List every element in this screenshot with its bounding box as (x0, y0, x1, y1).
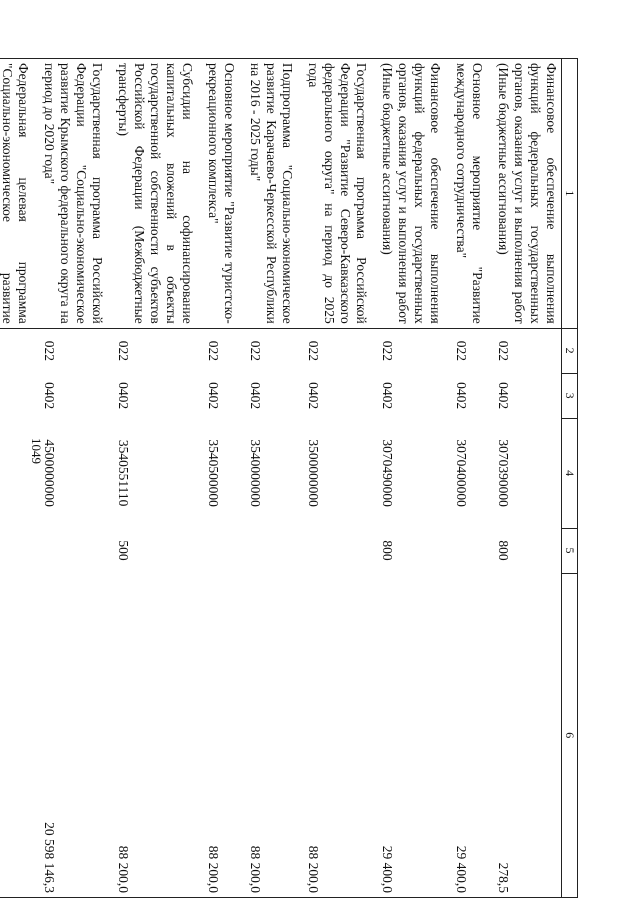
expense-type (33, 528, 107, 573)
table-row (297, 59, 371, 898)
section-code: 0402 (380, 382, 395, 410)
col2-code: 022 (248, 340, 263, 362)
table-row (371, 59, 445, 898)
table-row (239, 59, 297, 898)
amount (0, 573, 33, 898)
page-number: 1049 (29, 438, 44, 464)
table-row (107, 59, 197, 898)
expense-type: 800 (496, 540, 511, 561)
col-header: 5 (562, 528, 578, 573)
section-code: 0402 (454, 382, 469, 410)
col2-code: 022 (116, 340, 131, 362)
row-name: Основное мероприятие "Развитие туристско-рекреационного комплекса" (197, 59, 239, 329)
col2-code: 022 (206, 340, 221, 362)
col2-code: 022 (380, 340, 395, 362)
col2-code (0, 328, 33, 373)
col2-code: 022 (306, 340, 321, 362)
amount: 88 200,0 (197, 573, 239, 898)
amount: 88 200,0 (297, 573, 371, 898)
target-article: 3500000000 (306, 439, 321, 507)
target-article (0, 418, 33, 528)
col-header: 2 (562, 328, 578, 373)
col2-code: 022 (496, 340, 511, 362)
target-article: 3070390000 (496, 439, 511, 507)
row-name: Подпрограмма "Социально-экономическое развитие Карачаево-Черкесской Республики на 2016 - 2025 годы" (239, 59, 297, 329)
col-header: 4 (562, 418, 578, 528)
amount: 20 598 146,3 (33, 573, 107, 898)
table-row (0, 59, 33, 898)
col-header: 3 (562, 373, 578, 418)
expense-type (297, 528, 371, 573)
row-name: Государственная программа Российской Федерации "Социально-экономическое развитие Крымского федерального округа на период до 2020 года" (33, 59, 107, 329)
section-code: 0402 (42, 382, 57, 410)
col-header: 1 (562, 59, 578, 329)
row-name: Государственная программа Российской Федерации "Развитие Северо-Кавказского федерального округа" на период до 2025 года (297, 59, 371, 329)
table-row (197, 59, 239, 898)
table-row (33, 59, 107, 898)
section-code: 0402 (116, 382, 131, 410)
amount: 88 200,0 (239, 573, 297, 898)
row-name: Субсидии на софинансирование капитальных вложений в объекты государственной собственности субъектов Российской Федерации (Межбюджетные трансферты) (107, 59, 197, 329)
expense-type (445, 528, 487, 573)
expense-type (197, 528, 239, 573)
expense-type: 800 (380, 540, 395, 561)
expense-type: 500 (116, 540, 131, 561)
row-name: Финансовое обеспечение выполнения функций федеральных государственных органов, оказания услуг и выполнения работ (Иные бюджетные ассигнования) (487, 59, 562, 329)
col2-code: 022 (454, 340, 469, 362)
header-row (562, 59, 578, 898)
section-code: 0402 (248, 382, 263, 410)
col-header: 6 (562, 573, 578, 898)
section-code: 0402 (496, 382, 511, 410)
section-code: 0402 (206, 382, 221, 410)
amount: 29 400,0 (371, 573, 445, 898)
col2-code: 022 (42, 340, 57, 362)
section-code: 0402 (306, 382, 321, 410)
target-article: 3070400000 (454, 439, 469, 507)
row-name: Федеральная целевая программа "Социально-экономическое развитие (0, 59, 33, 329)
target-article: 3540500000 (206, 439, 221, 507)
target-article: 4500000000 (42, 439, 57, 507)
row-name: Основное мероприятие "Развитие международного сотрудничества" (445, 59, 487, 329)
amount: 278,5 (487, 573, 562, 898)
expense-type (239, 528, 297, 573)
row-name: Финансовое обеспечение выполнения функций федеральных государственных органов, оказания услуг и выполнения работ (Иные бюджетные ассигнования) (371, 59, 445, 329)
section-code (0, 373, 33, 418)
amount: 29 400,0 (445, 573, 487, 898)
target-article: 3070490000 (380, 439, 395, 507)
budget-table (0, 58, 578, 898)
amount: 88 200,0 (107, 573, 197, 898)
target-article: 3540551110 (116, 439, 131, 507)
table-row (445, 59, 487, 898)
expense-type (0, 528, 33, 573)
target-article: 3540000000 (248, 439, 263, 507)
table-row (487, 59, 562, 898)
